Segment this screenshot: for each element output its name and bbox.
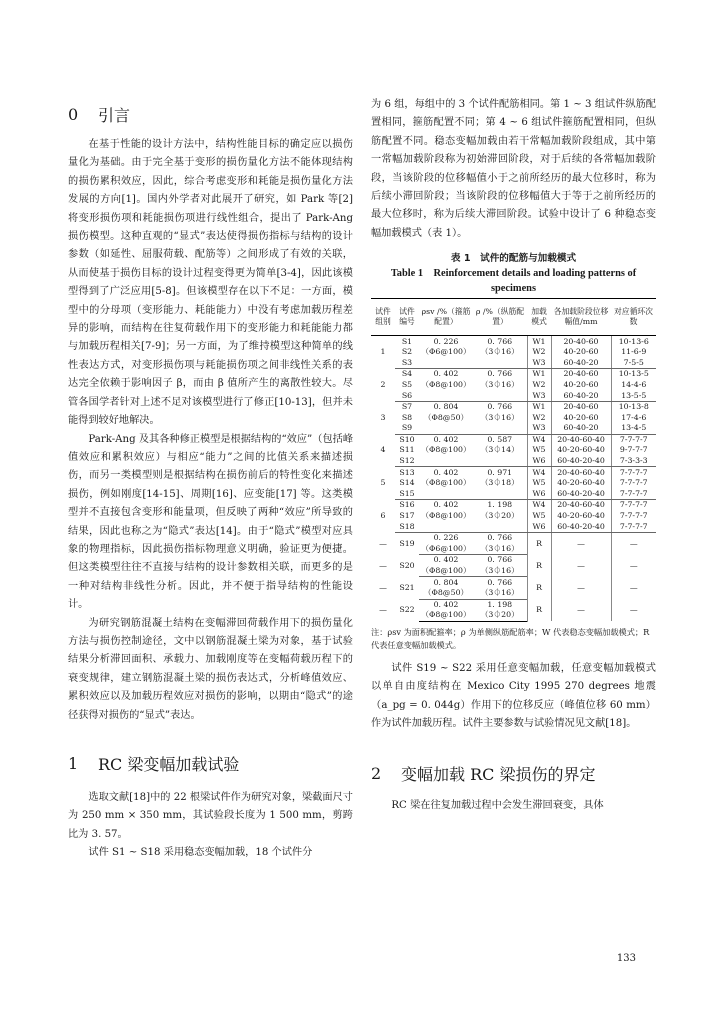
cell-empty [473, 390, 527, 401]
cell-amplitude: 40-20-60 [551, 347, 611, 358]
cell-amplitude: — [551, 577, 611, 599]
cell-amplitude: 60-40-20 [551, 423, 611, 434]
table-row [371, 347, 656, 358]
cell-id: S20 [399, 560, 415, 570]
cell-rho-sv: 0. 804 [433, 402, 459, 412]
cell-id: S15 [395, 489, 419, 500]
cell-id: S14 [399, 478, 415, 488]
cell-pattern: W5 [527, 478, 551, 489]
cell-bars: （3⏀16） [473, 566, 527, 577]
table-note: 注：ρsv 为面积配箍率；ρ 为单侧纵筋配筋率；W 代表稳态变幅加载模式；R 代表任意变幅加载模式。 [371, 626, 650, 650]
cell-bars: （3⏀20） [473, 610, 527, 621]
cell-pattern: W4 [527, 500, 551, 511]
cell-pattern: W4 [527, 467, 551, 478]
cell-pattern: W2 [527, 380, 551, 391]
cell-rho-sv: 0. 402 [433, 434, 459, 444]
intro-paragraph-3: 为研究钢筋混凝土结构在变幅滞回荷载作用下的损伤量化方法与损伤控制途径，文中以钢筋混凝土梁为对象，基于试验结果分析滞回面积、承载力、加载刚度等在变幅荷载历程下的衰变规律，建立钢筋混凝土梁的损伤表达式，分析峰值效应、累积效应以及加载历程效应对损伤的影响，以期由“隐式”的途径获得对损伤的“显式”表达。 [68, 617, 353, 721]
cell-amplitude: 60-40-20-40 [551, 489, 611, 500]
cell-stirrup: （Φ8@50） [419, 588, 473, 599]
table-row [371, 489, 656, 500]
cell-id: S16 [399, 500, 415, 510]
cell-id: S17 [399, 511, 415, 521]
cell-rho-sv: 0. 226 [433, 533, 459, 543]
cell-rho-sv: 0. 402 [433, 500, 459, 510]
cell-cycles: 7-7-7-7 [611, 511, 656, 522]
cell-amplitude: 40-20-60-40 [551, 478, 611, 489]
section-1-paragraph-4: 试件 S19 ~ S22 采用任意变幅加载，任意变幅加载模式以单自由度结构在 Mexico City 1995 270 degrees 地震（a_pg = 0. 044g）作用下的位移反应（峰值位移 60 mm）作为试件加载历程。试件主要参数与试验情况见文献[18]。 [371, 662, 656, 729]
cell-empty [473, 521, 527, 532]
table-body [371, 336, 656, 621]
cell-cycles: 7-7-7-7 [611, 489, 656, 500]
cell-pattern: W6 [527, 521, 551, 532]
cell-amplitude: 20-40-60 [551, 401, 611, 412]
section-number: 0 [68, 104, 79, 124]
cell-stirrup: （Φ6@100） [421, 347, 471, 357]
cell-id: S6 [395, 390, 419, 401]
cell-cycles: — [611, 577, 656, 599]
cell-pattern: W6 [527, 456, 551, 467]
cell-rho: 0. 587 [487, 434, 513, 444]
cell-group: 3 [380, 412, 386, 422]
section-title: 变幅加载 RC 梁损伤的界定 [401, 764, 596, 784]
table-header-rho-sv: ρsv /%（箍筋配置） [419, 299, 473, 336]
cell-group: 6 [380, 511, 386, 521]
intro-paragraph-2: Park-Ang 及其各种修正模型是根据结构的“效应”（包括峰值效应和累积效应）与相应“能力”之间的比值关系来描述损伤，而另一类模型则是根据结构在损伤前后的特性变化来描述损伤，例如刚度[14-15]、周期[16]、应变能[17] 等。这类模型并不直接包含变形和能量项，但反映了两种“效应”所导致的结果，因此也称之为“隐式”表达[14]。由于“隐式”模型对应具象的物理指标，因此损伤指标物理意义明确，验证更为便捷。但这类模型往往不直接与结构的设计参数相关联，而更多的是一种对结构非线性分析。因此，并不便于指导结构的性能设计。 [68, 433, 354, 611]
cell-pattern: R [527, 599, 551, 621]
cell-stirrup: （Φ8@50） [423, 412, 469, 422]
cell-rho: 0. 766 [487, 369, 513, 379]
cell-group: — [379, 605, 387, 615]
cell-id: S21 [399, 582, 415, 592]
cell-rho: 1. 198 [487, 599, 513, 609]
cell-cycles: 13-5-5 [611, 390, 656, 401]
section-title: 引言 [98, 105, 131, 125]
cell-pattern: R [527, 577, 551, 599]
cell-empty [419, 357, 473, 368]
cell-cycles: 9-7-7-7 [611, 445, 656, 456]
cell-stirrup: （Φ8@100） [421, 379, 471, 389]
cell-pattern: W6 [527, 489, 551, 500]
cell-stirrup: （Φ8@100） [421, 511, 471, 521]
right-column [371, 96, 656, 816]
cell-id: S7 [401, 402, 413, 412]
cell-rho: 0. 766 [487, 336, 513, 346]
table-header-rho: ρ /%（纵筋配置） [473, 299, 527, 336]
cell-amplitude: 20-40-60 [551, 336, 611, 347]
cell-empty [473, 456, 527, 467]
section-1-heading [68, 745, 353, 781]
cell-cycles: 10-13-5 [611, 369, 656, 380]
cell-id: S5 [401, 379, 413, 389]
cell-cycles: 11-6-9 [611, 347, 656, 358]
cell-id: S13 [399, 467, 415, 477]
section-number: 1 [68, 753, 79, 773]
cell-cycles: 14-4-6 [611, 380, 656, 391]
cell-rho-sv: 0. 402 [433, 467, 459, 477]
cell-id: S4 [401, 369, 413, 379]
cell-amplitude: — [551, 555, 611, 577]
section-1-paragraph-1: 选取文献[18]中的 22 根梁试件作为研究对象，梁截面尺寸为 250 mm × 350 mm，其试验段长度为 1 500 mm，剪跨比为 3. 57。 [68, 792, 353, 840]
cell-cycles: 10-13-8 [611, 401, 656, 412]
left-column [68, 96, 353, 863]
table-row [371, 555, 656, 566]
cell-empty [419, 390, 473, 401]
table-row [371, 445, 656, 456]
table-row [371, 336, 656, 347]
table-row [371, 390, 656, 401]
section-title: RC 梁变幅加载试验 [98, 754, 240, 774]
section-2-paragraph-1: RC 梁在往复加载过程中会发生滞回衰变，具体 [391, 800, 604, 812]
table-header-amplitude: 各加载阶段位移幅值/mm [551, 299, 611, 336]
cell-rho-sv: 0. 402 [433, 599, 459, 609]
cell-pattern: R [527, 555, 551, 577]
intro-paragraph-1: 在基于性能的设计方法中，结构性能目标的确定应以损伤量化为基础。由于完全基于变形的损伤量化方法不能体现结构的损伤累积效应，因此，综合考虑变形和耗能是损伤量化方法发展的方向[1]。国内外学者对此展开了研究，如 Park 等[2] 将变形损伤项和耗能损伤项进行线性组合，提出了 Park-Ang 损伤模型。这种直观的“显式”表达使得损伤指标与结构的设计参数（如延性、屈服荷载、配筋等）之间形成了有效的关联，从而使基于损伤目标的设计过程变得更为简单[3-4]，因此该模型得到了广泛应用[5-8]。但该模型存在以下不足：一方面，模型中的分母项（变形能力、耗能能力）中没有考虑加载历程差异的影响，而结构在往复荷载作用下的变形能力和耗能能力都与加载历程相关[7-9]；另一方面，为了维持模型这种简单的线性表达方式，对变形损伤项与耗能损伤项之间非线性关系的表达完全依赖于影响因子 β，而由 β 值所产生的离散性较大。尽管各国学者针对上述不足对该模型进行了修正[10-13]，但并未能得到较好地解决。 [68, 139, 353, 427]
cell-rho-sv: 0. 226 [433, 336, 459, 346]
table-row [371, 456, 656, 467]
cell-empty [473, 357, 527, 368]
cell-empty [473, 423, 527, 434]
cell-rho: 0. 971 [487, 467, 513, 477]
cell-id: S10 [399, 434, 415, 444]
cell-id: S2 [401, 347, 413, 357]
cell-pattern: W1 [527, 401, 551, 412]
table-caption-en: Table 1 Reinforcement details and loading patterns of specimens [390, 268, 637, 295]
cell-amplitude: 20-40-60-40 [551, 500, 611, 511]
cell-bars: （3⏀18） [480, 478, 519, 488]
cell-amplitude: — [551, 532, 611, 554]
cell-pattern: R [527, 532, 551, 554]
cell-pattern: W3 [527, 357, 551, 368]
cell-pattern: W4 [527, 434, 551, 445]
cell-rho-sv: 0. 402 [433, 555, 459, 565]
cell-empty [419, 423, 473, 434]
cell-id: S3 [395, 357, 419, 368]
table-row [371, 500, 656, 511]
cell-rho-sv: 0. 804 [433, 577, 459, 587]
cell-rho: 1. 198 [487, 500, 513, 510]
cell-id: S18 [395, 521, 419, 532]
cell-cycles: — [611, 555, 656, 577]
table-header-cycles: 对应循环次数 [611, 299, 656, 336]
cell-amplitude: — [551, 599, 611, 621]
table-row [371, 467, 656, 478]
table-row [371, 511, 656, 522]
table-row [371, 521, 656, 532]
cell-group: 5 [380, 478, 386, 488]
cell-bars: （3⏀16） [480, 347, 519, 357]
cell-rho: 0. 766 [487, 555, 513, 565]
cell-pattern: W5 [527, 511, 551, 522]
cell-pattern: W2 [527, 347, 551, 358]
cell-pattern: W3 [527, 423, 551, 434]
specimen-table [371, 298, 656, 621]
cell-amplitude: 20-40-60-40 [551, 434, 611, 445]
table-row [371, 401, 656, 412]
table-row [371, 380, 656, 391]
cell-group: 2 [380, 379, 386, 389]
cell-cycles: 10-13-6 [611, 336, 656, 347]
cell-cycles: — [611, 599, 656, 621]
cell-amplitude: 20-40-60 [551, 369, 611, 380]
table-header-pattern: 加载模式 [527, 299, 551, 336]
cell-amplitude: 40-20-60-40 [551, 511, 611, 522]
cell-cycles: 17-4-6 [611, 412, 656, 423]
cell-stirrup: （Φ6@100） [419, 544, 473, 555]
table-row [371, 599, 656, 610]
cell-group: — [379, 538, 387, 548]
cell-rho: 0. 766 [487, 577, 513, 587]
table-row [371, 434, 656, 445]
table-row [371, 423, 656, 434]
cell-cycles: 7-7-7-7 [611, 500, 656, 511]
cell-amplitude: 40-20-60-40 [551, 445, 611, 456]
cell-amplitude: 60-40-20-40 [551, 456, 611, 467]
cell-bars: （3⏀16） [473, 588, 527, 599]
section-1-paragraph-3: 为 6 组，每组中的 3 个试件配筋相同。第 1 ~ 3 组试件纵筋配置相同，箍筋配置不同；第 4 ~ 6 组试件箍筋配置相同，但纵筋配置不同。稳态变幅加载由若干常幅加载阶段组成，其中第一常幅加载阶段称为初始滞回阶段，对于后续的各常幅加载阶段，当该阶段的位移幅值小于之前所经历的最大位移时，称为后续小滞回阶段；当该阶段的位移幅值大于等于之前所经历的最大位移时，称为后续大滞回阶段。试验中设计了 6 种稳态变幅加载模式（表 1）。 [371, 99, 656, 239]
cell-cycles: — [611, 532, 656, 554]
section-0-heading [68, 96, 353, 132]
cell-pattern: W5 [527, 445, 551, 456]
cell-id: S12 [395, 456, 419, 467]
cell-empty [419, 489, 473, 500]
cell-group: 4 [380, 445, 386, 455]
cell-rho-sv: 0. 402 [433, 369, 459, 379]
cell-rho: 0. 766 [487, 402, 513, 412]
cell-id: S19 [399, 538, 415, 548]
table-header-id: 试件编号 [395, 299, 419, 336]
cell-rho: 0. 766 [487, 533, 513, 543]
cell-pattern: W1 [527, 336, 551, 347]
cell-id: S1 [401, 336, 413, 346]
table-row [371, 357, 656, 368]
cell-id: S9 [395, 423, 419, 434]
cell-cycles: 7-7-7-7 [611, 521, 656, 532]
cell-empty [473, 489, 527, 500]
cell-stirrup: （Φ8@100） [421, 478, 471, 488]
cell-group: — [379, 582, 387, 592]
cell-cycles: 7-5-5 [611, 357, 656, 368]
section-number: 2 [371, 763, 382, 783]
cell-pattern: W3 [527, 390, 551, 401]
table-row [371, 369, 656, 380]
cell-id: S22 [399, 605, 415, 615]
cell-amplitude: 60-40-20-40 [551, 521, 611, 532]
cell-bars: （3⏀20） [480, 511, 519, 521]
table-row [371, 577, 656, 588]
page-number: 133 [616, 953, 636, 964]
cell-empty [419, 456, 473, 467]
cell-pattern: W1 [527, 369, 551, 380]
cell-amplitude: 40-20-60 [551, 412, 611, 423]
cell-stirrup: （Φ8@100） [419, 610, 473, 621]
cell-id: S8 [401, 412, 413, 422]
table-row [371, 532, 656, 543]
cell-amplitude: 20-40-60-40 [551, 467, 611, 478]
cell-cycles: 7-7-7-7 [611, 434, 656, 445]
cell-cycles: 7-3-3-3 [611, 456, 656, 467]
table-row [371, 478, 656, 489]
cell-cycles: 13-4-5 [611, 423, 656, 434]
cell-empty [419, 521, 473, 532]
cell-bars: （3⏀16） [480, 412, 519, 422]
cell-bars: （3⏀16） [480, 379, 519, 389]
cell-amplitude: 60-40-20 [551, 357, 611, 368]
cell-amplitude: 60-40-20 [551, 390, 611, 401]
cell-stirrup: （Φ8@100） [421, 445, 471, 455]
section-1-paragraph-2: 试件 S1 ~ S18 采用稳态变幅加载，18 个试件分 [88, 847, 313, 859]
cell-cycles: 7-7-7-7 [611, 467, 656, 478]
cell-pattern: W2 [527, 412, 551, 423]
cell-group: 1 [380, 347, 386, 357]
cell-stirrup: （Φ8@100） [419, 566, 473, 577]
cell-bars: （3⏀16） [473, 544, 527, 555]
table-row [371, 412, 656, 423]
table-caption-cn: 表 1 试件的配筋与加载模式 [450, 253, 577, 265]
cell-id: S11 [399, 445, 415, 455]
cell-amplitude: 40-20-60 [551, 380, 611, 391]
table-header-group: 试件组别 [371, 299, 395, 336]
cell-group: — [379, 560, 387, 570]
section-2-heading [371, 755, 656, 791]
cell-cycles: 7-7-7-7 [611, 478, 656, 489]
cell-bars: （3⏀14） [480, 445, 519, 455]
